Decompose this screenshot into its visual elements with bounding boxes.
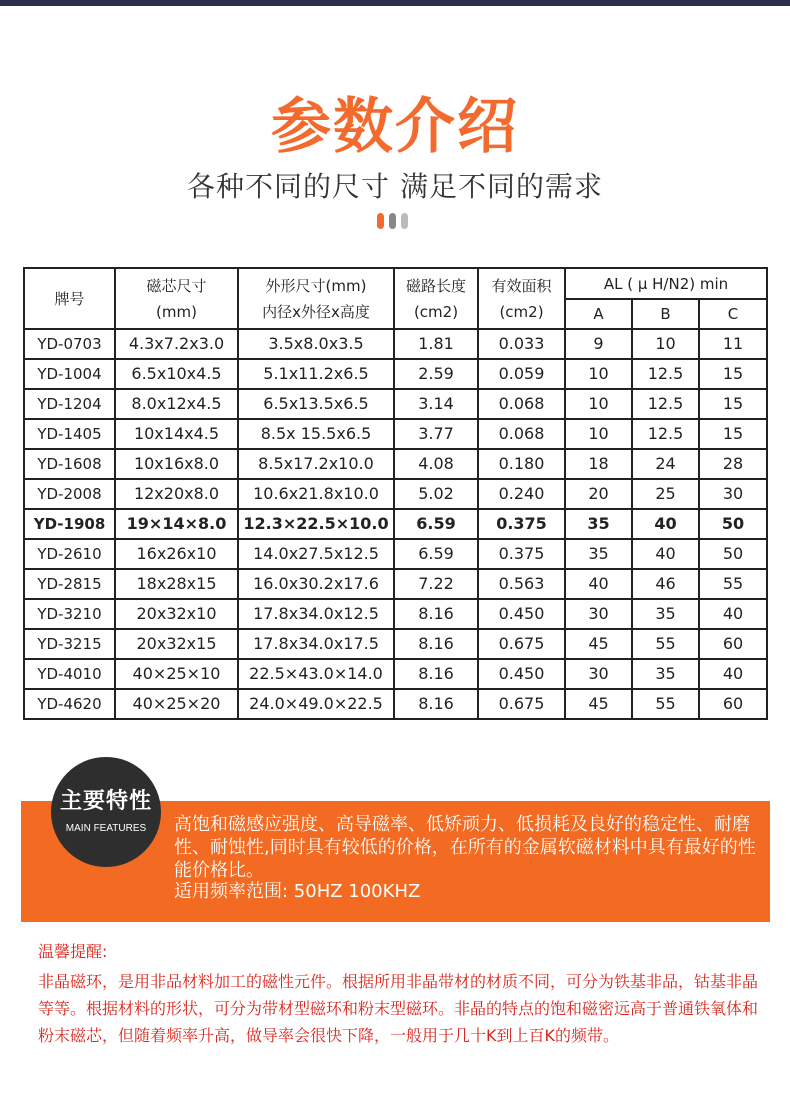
cell-area: 0.675 xyxy=(478,689,565,719)
cell-outer: 8.5x 15.5x6.5 xyxy=(238,419,394,449)
cell-core: 6.5x10x4.5 xyxy=(115,359,238,389)
header-effective-area-line2: (cm2) xyxy=(499,302,544,321)
cell-b: 40 xyxy=(632,539,699,569)
cell-area: 0.059 xyxy=(478,359,565,389)
cell-outer: 3.5x8.0x3.5 xyxy=(238,329,394,359)
cell-path: 3.77 xyxy=(394,419,478,449)
header-outer-size xyxy=(238,268,394,329)
header-effective-area-line1: 有效面积 xyxy=(491,276,552,295)
cell-a: 30 xyxy=(565,659,632,689)
cell-b: 55 xyxy=(632,689,699,719)
table-row xyxy=(24,569,767,599)
cell-b: 12.5 xyxy=(632,359,699,389)
dot-2 xyxy=(389,213,396,229)
cell-a: 35 xyxy=(565,509,632,539)
header-model: 牌号 xyxy=(24,268,115,329)
cell-path: 2.59 xyxy=(394,359,478,389)
header-path-length-line1: 磁路长度 xyxy=(405,276,466,295)
cell-c: 28 xyxy=(699,449,767,479)
cell-c: 30 xyxy=(699,479,767,509)
badge-title: 主要特性 xyxy=(59,789,152,814)
header-al-b: B xyxy=(632,299,699,329)
cell-core: 20x32x10 xyxy=(115,599,238,629)
table-row xyxy=(24,389,767,419)
cell-c: 60 xyxy=(699,689,767,719)
cell-a: 40 xyxy=(565,569,632,599)
cell-outer: 17.8x34.0x17.5 xyxy=(238,629,394,659)
cell-a: 45 xyxy=(565,629,632,659)
table-row xyxy=(24,479,767,509)
cell-core: 10x16x8.0 xyxy=(115,449,238,479)
cell-model: YD-4010 xyxy=(24,659,115,689)
tip-body: 非晶磁环，是用非品材料加工的磁性元件。根据所用非晶带材的材质不同，可分为铁基非品，钴基非晶等等。根据材料的形状，可分为带材型磁环和粉末型磁环。非晶的特点的饱和磁密远高于普通铁氧体和粉末磁芯，但随着频率升高，做导率会很快下降，一般用于几十K到上百K的频带。 xyxy=(38,972,759,1045)
cell-area: 0.033 xyxy=(478,329,565,359)
page-title: 参数介绍 xyxy=(271,92,519,162)
header-al-a: A xyxy=(565,299,632,329)
cell-core: 20x32x15 xyxy=(115,629,238,659)
cell-path: 6.59 xyxy=(394,539,478,569)
header-effective-area xyxy=(478,268,565,329)
cell-outer: 16.0x30.2x17.6 xyxy=(238,569,394,599)
cell-outer: 22.5×43.0×14.0 xyxy=(238,659,394,689)
cell-b: 24 xyxy=(632,449,699,479)
header-outer-size-line1: 外形尺寸(mm) xyxy=(265,276,367,295)
cell-b: 46 xyxy=(632,569,699,599)
cell-area: 0.450 xyxy=(478,599,565,629)
cell-c: 50 xyxy=(699,539,767,569)
cell-area: 0.240 xyxy=(478,479,565,509)
cell-b: 12.5 xyxy=(632,389,699,419)
cell-model: YD-2815 xyxy=(24,569,115,599)
table-row xyxy=(24,449,767,479)
cell-a: 30 xyxy=(565,599,632,629)
cell-core: 8.0x12x4.5 xyxy=(115,389,238,419)
top-bar xyxy=(0,0,790,6)
cell-path: 8.16 xyxy=(394,659,478,689)
cell-a: 10 xyxy=(565,419,632,449)
cell-model: YD-4620 xyxy=(24,689,115,719)
cell-area: 0.068 xyxy=(478,419,565,449)
cell-a: 45 xyxy=(565,689,632,719)
cell-c: 11 xyxy=(699,329,767,359)
table-row xyxy=(24,359,767,389)
features-frequency: 适用频率范围: 50HZ 100KHZ xyxy=(174,881,421,902)
table-row xyxy=(24,629,767,659)
header-core-size-line2: (mm) xyxy=(156,302,197,321)
cell-model: YD-1608 xyxy=(24,449,115,479)
cell-model: YD-2008 xyxy=(24,479,115,509)
page-subtitle: 各种不同的尺寸 满足不同的需求 xyxy=(187,170,603,203)
cell-a: 20 xyxy=(565,479,632,509)
header-path-length-line2: (cm2) xyxy=(413,302,459,321)
cell-b: 35 xyxy=(632,599,699,629)
tip-title: 温馨提醒: xyxy=(38,942,108,961)
cell-core: 40×25×20 xyxy=(115,689,238,719)
cell-model: YD-1004 xyxy=(24,359,115,389)
header-path-length xyxy=(394,268,478,329)
cell-c: 55 xyxy=(699,569,767,599)
header-core-size xyxy=(115,268,238,329)
cell-model: YD-2610 xyxy=(24,539,115,569)
cell-area: 0.068 xyxy=(478,389,565,419)
cell-core: 40×25×10 xyxy=(115,659,238,689)
cell-path: 6.59 xyxy=(394,509,478,539)
features-description: 高饱和磁感应强度、高导磁率、低矫顽力、低损耗及良好的稳定性、耐磨性、耐蚀性,同时具有较低的价格，在所有的金属软磁材料中具有最好的性能价格比。 xyxy=(174,814,756,881)
header-al-group: AL ( μ H/N2) min xyxy=(565,268,767,299)
cell-outer: 6.5x13.5x6.5 xyxy=(238,389,394,419)
cell-b: 40 xyxy=(632,509,699,539)
cell-outer: 17.8x34.0x12.5 xyxy=(238,599,394,629)
cell-a: 9 xyxy=(565,329,632,359)
cell-a: 10 xyxy=(565,389,632,419)
cell-a: 10 xyxy=(565,359,632,389)
cell-outer: 24.0×49.0×22.5 xyxy=(238,689,394,719)
header-row-1 xyxy=(24,268,767,299)
cell-area: 0.675 xyxy=(478,629,565,659)
cell-outer: 8.5x17.2x10.0 xyxy=(238,449,394,479)
table-row xyxy=(24,659,767,689)
cell-core: 16x26x10 xyxy=(115,539,238,569)
header-al-c: C xyxy=(699,299,767,329)
table-row xyxy=(24,419,767,449)
cell-area: 0.375 xyxy=(478,539,565,569)
cell-c: 50 xyxy=(699,509,767,539)
cell-c: 40 xyxy=(699,599,767,629)
cell-model: YD-0703 xyxy=(24,329,115,359)
cell-core: 19×14×8.0 xyxy=(115,509,238,539)
cell-path: 1.81 xyxy=(394,329,478,359)
cell-c: 40 xyxy=(699,659,767,689)
cell-c: 15 xyxy=(699,419,767,449)
cell-path: 8.16 xyxy=(394,599,478,629)
cell-c: 15 xyxy=(699,389,767,419)
cell-b: 25 xyxy=(632,479,699,509)
cell-core: 12x20x8.0 xyxy=(115,479,238,509)
cell-c: 60 xyxy=(699,629,767,659)
cell-outer: 14.0x27.5x12.5 xyxy=(238,539,394,569)
cell-model: YD-3215 xyxy=(24,629,115,659)
cell-area: 0.375 xyxy=(478,509,565,539)
cell-outer: 5.1x11.2x6.5 xyxy=(238,359,394,389)
cell-b: 35 xyxy=(632,659,699,689)
table-row xyxy=(24,689,767,719)
table-row xyxy=(24,329,767,359)
cell-core: 18x28x15 xyxy=(115,569,238,599)
cell-a: 35 xyxy=(565,539,632,569)
cell-core: 10x14x4.5 xyxy=(115,419,238,449)
cell-path: 4.08 xyxy=(394,449,478,479)
cell-b: 55 xyxy=(632,629,699,659)
features-badge xyxy=(51,757,161,867)
cell-core: 4.3x7.2x3.0 xyxy=(115,329,238,359)
dot-1 xyxy=(377,213,384,229)
cell-path: 5.02 xyxy=(394,479,478,509)
dot-3 xyxy=(401,213,408,229)
cell-model: YD-1405 xyxy=(24,419,115,449)
decorative-dots xyxy=(377,213,408,229)
cell-area: 0.180 xyxy=(478,449,565,479)
cell-b: 10 xyxy=(632,329,699,359)
cell-area: 0.563 xyxy=(478,569,565,599)
header-outer-size-line2: 内径x外径x高度 xyxy=(262,302,370,321)
cell-b: 12.5 xyxy=(632,419,699,449)
cell-path: 3.14 xyxy=(394,389,478,419)
cell-path: 8.16 xyxy=(394,629,478,659)
header-core-size-line1: 磁芯尺寸 xyxy=(146,276,207,295)
cell-path: 8.16 xyxy=(394,689,478,719)
table-row xyxy=(24,599,767,629)
cell-outer: 12.3×22.5×10.0 xyxy=(238,509,394,539)
cell-area: 0.450 xyxy=(478,659,565,689)
cell-outer: 10.6x21.8x10.0 xyxy=(238,479,394,509)
cell-model: YD-3210 xyxy=(24,599,115,629)
table-row xyxy=(24,509,767,539)
cell-model: YD-1204 xyxy=(24,389,115,419)
table-row xyxy=(24,539,767,569)
badge-subtitle: MAIN FEATURES xyxy=(65,823,147,834)
cell-model: YD-1908 xyxy=(24,509,115,539)
cell-c: 15 xyxy=(699,359,767,389)
cell-path: 7.22 xyxy=(394,569,478,599)
spec-table xyxy=(23,267,768,720)
cell-a: 18 xyxy=(565,449,632,479)
